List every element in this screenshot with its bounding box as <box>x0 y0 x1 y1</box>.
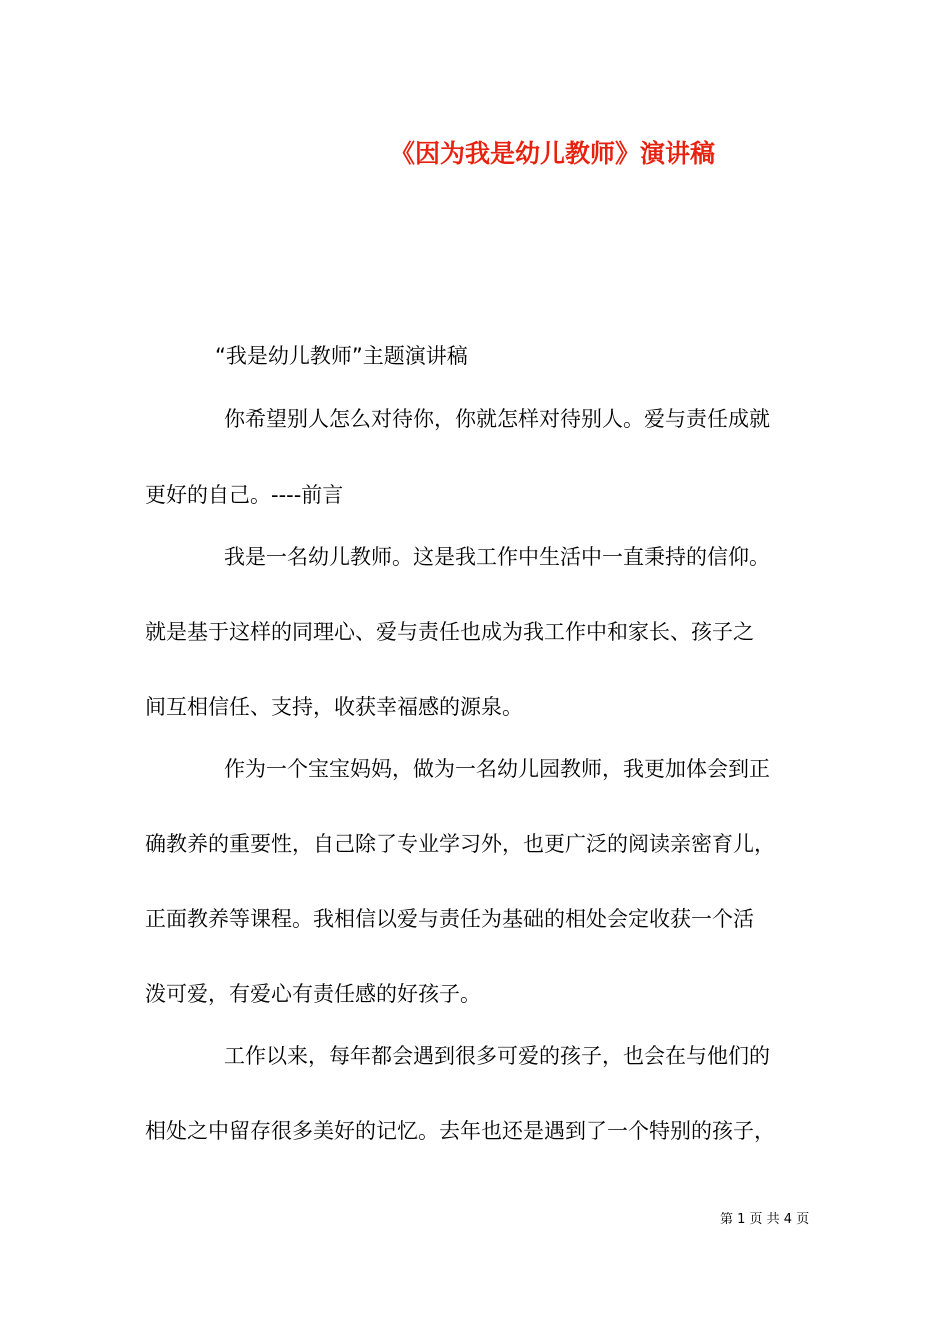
document-title: 《因为我是幼儿教师》演讲稿 <box>390 139 716 168</box>
paragraph-line: 更好的自己。----前言 <box>145 483 344 507</box>
page-footer: 第 1 页 共 4 页 <box>720 1212 810 1227</box>
paragraph-line: 泼可爱，有爱心有责任感的好孩子。 <box>145 982 481 1006</box>
paragraph-line: 作为一个宝宝妈妈，做为一名幼儿园教师，我更加体会到正 <box>224 757 770 781</box>
paragraph-line: 相处之中留存很多美好的记忆。去年也还是遇到了一个特别的孩子， <box>145 1119 775 1143</box>
paragraph-line: 你希望别人怎么对待你，你就怎样对待别人。爱与责任成就 <box>224 407 770 431</box>
paragraph-line: 间互相信任、支持，收获幸福感的源泉。 <box>145 695 523 719</box>
paragraph-line: 工作以来，每年都会遇到很多可爱的孩子，也会在与他们的 <box>224 1044 770 1068</box>
paragraph-line: 确教养的重要性，自己除了专业学习外，也更广泛的阅读亲密育儿， <box>145 832 775 856</box>
paragraph-line: 我是一名幼儿教师。这是我工作中生活中一直秉持的信仰。 <box>224 545 770 569</box>
paragraph-line: 就是基于这样的同理心、爱与责任也成为我工作中和家长、孩子之 <box>145 620 754 644</box>
paragraph-line: 正面教养等课程。我相信以爱与责任为基础的相处会定收获一个活 <box>145 907 754 931</box>
subheading: “我是幼儿教师”主题演讲稿 <box>215 344 468 368</box>
